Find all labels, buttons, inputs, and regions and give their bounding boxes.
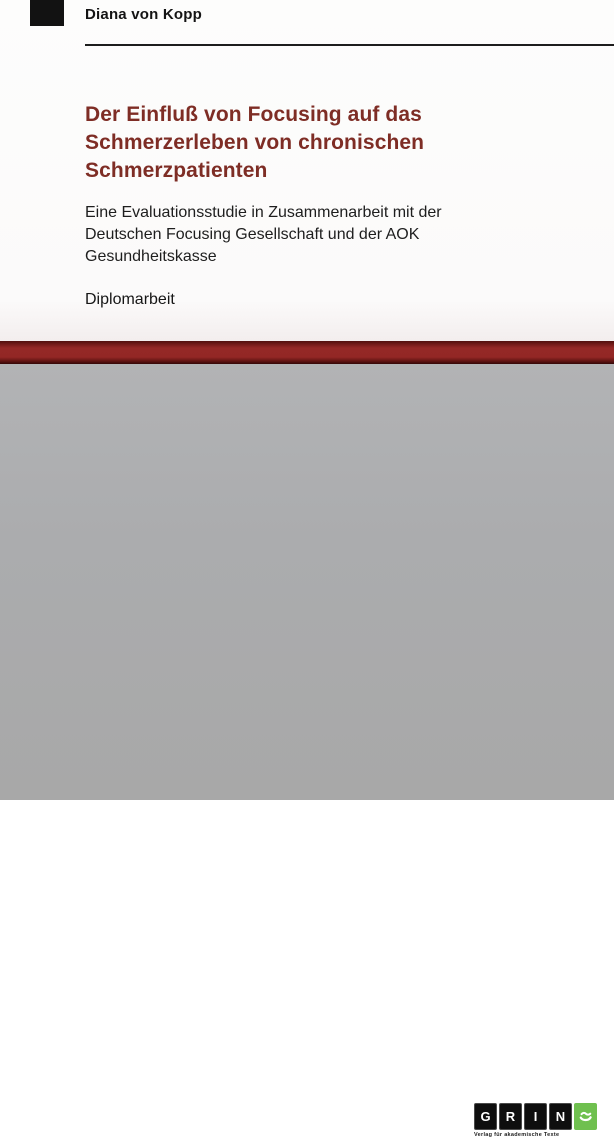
- title-line-3: Schmerzpatienten: [85, 159, 268, 182]
- subtitle-line-1: Eine Evaluationsstudie in Zusammenarbeit mit der: [85, 204, 442, 221]
- logo-letter-tile-n: N: [549, 1103, 572, 1130]
- logo-letter-tile-r: R: [499, 1103, 522, 1130]
- cover-top-section: [0, 0, 614, 341]
- photo-artifact-mark: [30, 0, 64, 26]
- logo-tagline: Verlag für akademische Texte: [474, 1132, 560, 1138]
- title-line-2: Schmerzerleben von chronischen: [85, 131, 425, 154]
- subtitle-line-3: Gesundheitskasse: [85, 248, 217, 265]
- book-title: [85, 101, 565, 185]
- cover-bottom-section: [0, 364, 614, 1138]
- logo-letter-tile-g: G: [474, 1103, 497, 1130]
- author-name: Diana von Kopp: [85, 6, 202, 23]
- document-type-label: Diplomarbeit: [85, 291, 175, 308]
- subtitle-line-2: Deutschen Focusing Gesellschaft und der AOK: [85, 226, 420, 243]
- header-divider-line: [85, 44, 614, 46]
- logo-letter-tile-i: I: [524, 1103, 547, 1130]
- book-subtitle: [85, 202, 565, 268]
- title-line-1: Der Einfluß von Focusing auf das: [85, 103, 422, 126]
- grin-publisher-logo: [474, 1103, 600, 1138]
- red-divider-bar: [0, 341, 614, 364]
- logo-smiley-icon: [574, 1103, 597, 1130]
- logo-letter-tiles: [474, 1103, 600, 1130]
